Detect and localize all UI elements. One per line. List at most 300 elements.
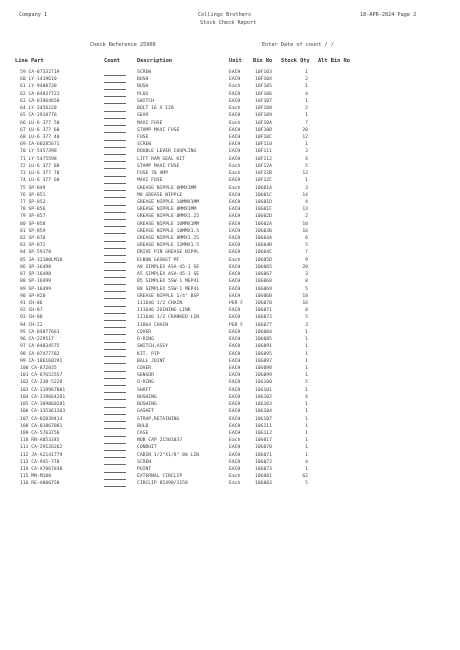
table-row	[0, 148, 460, 155]
line-part-cell: 115 MN-M100	[20, 474, 52, 480]
table-row	[0, 401, 460, 408]
bin-no-cell: 10G097	[255, 358, 272, 364]
line-part-cell: 110 RN-A053345	[20, 438, 60, 444]
stock-qty-cell: 1	[305, 70, 308, 75]
stock-qty-cell: 1	[305, 416, 308, 422]
line-part-cell: 82 SP-870	[20, 236, 46, 242]
stock-qty-cell: 1	[305, 467, 308, 473]
line-part-cell: 101 CA-87652557	[20, 373, 63, 379]
count-entry-field[interactable]	[104, 242, 126, 249]
count-entry-field[interactable]	[104, 293, 126, 300]
table-row	[0, 480, 460, 487]
description-cell: BULB	[137, 423, 149, 429]
table-row	[0, 466, 460, 473]
stock-qty-cell: 14	[302, 192, 308, 198]
count-entry-field[interactable]	[104, 343, 126, 350]
stock-qty-cell: 1	[305, 98, 308, 104]
table-row	[0, 314, 460, 321]
stock-qty-cell: 4	[305, 156, 308, 162]
bin-no-cell: 10G083	[255, 481, 272, 487]
line-part-cell: 96 CA-229517	[20, 337, 54, 343]
count-entry-field[interactable]	[104, 423, 126, 430]
bin-no-cell: 10G01D	[255, 199, 272, 205]
line-part-cell: 111 CA-29126262	[20, 445, 63, 451]
count-entry-field[interactable]	[104, 76, 126, 83]
description-cell: LIFT RAM SEAL KIT	[137, 156, 185, 162]
description-cell: SENSOR	[137, 373, 154, 379]
col-count: Count	[104, 58, 120, 64]
bin-no-cell: 10G01C	[255, 192, 272, 198]
count-entry-field[interactable]	[104, 264, 126, 271]
stock-qty-cell: 3	[305, 322, 308, 328]
table-row	[0, 177, 460, 184]
stock-qty-cell: 6	[305, 236, 308, 242]
count-entry-field[interactable]	[104, 127, 126, 134]
stock-qty-cell: 7	[305, 120, 308, 126]
line-part-cell: 81 SP-859	[20, 228, 46, 234]
stock-qty-cell: 20	[302, 264, 308, 270]
description-cell: 111646 JOINING LINK	[137, 308, 191, 314]
description-cell: GREASE NIPPLE 10MMX1.5	[137, 228, 200, 234]
stock-qty-cell: 8	[305, 308, 308, 314]
table-row	[0, 379, 460, 386]
table-row	[0, 358, 460, 365]
count-entry-field[interactable]	[104, 322, 126, 329]
line-part-cell: 86 SP-16490	[20, 264, 52, 270]
table-row	[0, 351, 460, 358]
count-entry-field[interactable]	[104, 358, 126, 365]
bin-no-cell: 10G01F	[255, 207, 272, 213]
unit-cell: EACH	[229, 178, 241, 184]
col-stock-qty: Stock Qty	[281, 58, 310, 64]
bin-no-cell: 10F108	[255, 106, 272, 112]
description-cell: STAMP MAXI FUSE	[137, 127, 180, 133]
description-cell: MAXI FUSE	[137, 120, 163, 126]
count-entry-field[interactable]	[104, 134, 126, 141]
count-entry-field[interactable]	[104, 141, 126, 148]
description-cell: SWITCH	[137, 98, 154, 104]
stock-qty-cell: 1	[305, 423, 308, 429]
line-part-cell: 107 CA-82039414	[20, 416, 63, 422]
stock-qty-cell: 4	[305, 91, 308, 97]
description-cell: BUSH	[137, 84, 149, 90]
description-cell: BUSHING	[137, 394, 157, 400]
count-entry-field[interactable]	[104, 192, 126, 199]
table-row	[0, 69, 460, 76]
count-entry-field[interactable]	[104, 98, 126, 105]
unit-cell: EACH	[229, 365, 241, 371]
description-cell: M8 GREASE NIPPLE	[137, 192, 183, 198]
bin-no-cell: 10G071	[255, 452, 272, 458]
table-row	[0, 416, 460, 423]
line-part-cell: 71 LY-5475598	[20, 156, 57, 162]
table-row	[0, 192, 460, 199]
count-entry-field[interactable]	[104, 235, 126, 242]
table-row	[0, 206, 460, 213]
stock-qty-cell: 5	[305, 163, 308, 169]
unit-cell: EACH	[229, 221, 241, 227]
line-part-cell: 94 CH-22	[20, 322, 43, 328]
line-part-cell: 61 LY-9480730	[20, 84, 57, 90]
unit-cell: EACH	[229, 329, 241, 335]
unit-cell: EACH	[229, 358, 241, 364]
description-cell: A5 SIMPLEX ASA-45-1 SE	[137, 272, 200, 278]
unit-cell: EACH	[229, 394, 241, 400]
bin-no-cell: 10F104	[255, 77, 272, 83]
stock-qty-cell: 12	[302, 134, 308, 140]
count-entry-field[interactable]	[104, 91, 126, 98]
description-cell: COVER	[137, 365, 152, 371]
bin-no-cell: 10G103	[255, 402, 272, 408]
description-cell: GREASE NIPPLE 8MMX1MM	[137, 207, 197, 213]
count-entry-field[interactable]	[104, 228, 126, 235]
table-row	[0, 430, 460, 437]
count-entry-field[interactable]	[104, 437, 126, 444]
bin-no-cell: 10G04B	[255, 243, 272, 249]
description-cell: SCREW	[137, 70, 152, 75]
line-part-cell: 92 CH-07	[20, 308, 43, 314]
count-entry-field[interactable]	[104, 177, 126, 184]
description-cell: EXTERNAL CIRCLIP	[137, 474, 183, 480]
count-entry-field[interactable]	[104, 314, 126, 321]
unit-cell: Each	[229, 106, 241, 112]
description-cell: DOUBLE LEVER COUPLING	[137, 149, 197, 155]
bin-no-cell: 10G02A	[255, 221, 272, 227]
description-cell: BUSHING	[137, 402, 157, 408]
count-entry-field[interactable]	[104, 430, 126, 437]
table-row	[0, 423, 460, 430]
description-cell: O-RING	[137, 337, 154, 343]
table-row	[0, 473, 460, 480]
table-row	[0, 343, 460, 350]
bin-no-cell: 10F105	[255, 84, 272, 90]
table-row	[0, 322, 460, 329]
bin-no-cell: 10G070	[255, 445, 272, 451]
description-cell: GREASE NIPPLE 8MMX1.25	[137, 236, 200, 242]
count-entry-field[interactable]	[104, 365, 126, 372]
unit-cell: PER F	[229, 301, 244, 306]
table-row	[0, 437, 460, 444]
count-entry-field[interactable]	[104, 416, 126, 423]
unit-cell: EACH	[229, 452, 241, 458]
line-part-cell: 105 CA-309860281	[20, 402, 66, 408]
date-page: 18-APR-2024 Page 2	[360, 12, 417, 18]
count-entry-field[interactable]	[104, 307, 126, 314]
line-part-cell: 103 CA-319967801	[20, 387, 66, 393]
count-entry-field[interactable]	[104, 206, 126, 213]
count-entry-field[interactable]	[104, 379, 126, 386]
bin-no-cell: 10G072	[255, 315, 272, 321]
description-cell: 111646 1/2 CRANKED LIN	[137, 315, 200, 321]
description-cell: SHAFT	[137, 387, 152, 393]
count-entry-field[interactable]	[104, 156, 126, 163]
count-entry-field[interactable]	[104, 249, 126, 256]
unit-cell: EACH	[229, 430, 241, 436]
unit-cell: EACH	[229, 402, 241, 408]
count-entry-field[interactable]	[104, 69, 126, 76]
bin-no-cell: 10F109	[255, 113, 272, 119]
unit-cell: EACH	[229, 293, 241, 299]
line-part-cell: 87 SP-16498	[20, 272, 52, 278]
stock-qty-cell: 1	[305, 351, 308, 357]
table-row	[0, 105, 460, 112]
count-entry-field[interactable]	[104, 286, 126, 293]
description-cell: MAXI FUSE	[137, 178, 163, 184]
bin-no-cell: 10G02D	[255, 214, 272, 220]
table-row	[0, 199, 460, 206]
stock-qty-cell: 1	[305, 409, 308, 415]
count-entry-field[interactable]	[104, 466, 126, 473]
table-row	[0, 228, 460, 235]
unit-cell: EACH	[229, 192, 241, 198]
line-part-cell: 72 LU-6 377 80	[20, 163, 60, 169]
unit-cell: EACH	[229, 250, 241, 256]
count-entry-field[interactable]	[104, 257, 126, 264]
line-part-cell: 69 CA-60285671	[20, 142, 60, 148]
line-part-cell: 59 CA-87332719	[20, 70, 60, 75]
unit-cell: EACH	[229, 467, 241, 473]
line-part-cell: 89 SP-16499	[20, 286, 52, 292]
count-entry-field[interactable]	[104, 480, 126, 487]
description-cell: GREASE NIPPLE 1/4" BSP	[137, 293, 200, 299]
stock-qty-cell: 4	[305, 459, 308, 465]
table-row	[0, 98, 460, 105]
stock-qty-cell: 12	[302, 171, 308, 177]
count-entry-field[interactable]	[104, 336, 126, 343]
bin-no-cell: 10G081	[255, 474, 272, 480]
stock-qty-cell: 2	[305, 77, 308, 83]
count-entry-field[interactable]	[104, 271, 126, 278]
description-cell: GEAR	[137, 113, 149, 119]
stock-qty-cell: 1	[305, 358, 308, 364]
stock-qty-cell: 16	[302, 228, 308, 234]
count-entry-field[interactable]	[104, 278, 126, 285]
unit-cell: EACH	[229, 380, 241, 386]
bin-no-cell: 10G099	[255, 373, 272, 379]
count-entry-field[interactable]	[104, 83, 126, 90]
count-entry-field[interactable]	[104, 163, 126, 170]
table-row	[0, 408, 460, 415]
bin-no-cell: 10G04C	[255, 250, 272, 256]
stock-qty-cell: 2	[305, 214, 308, 220]
unit-cell: EACH	[229, 264, 241, 270]
table-row	[0, 394, 460, 401]
line-part-cell: 100 CA-872835	[20, 365, 57, 371]
bin-no-cell: 10G067	[255, 272, 272, 278]
unit-cell: EACH	[229, 207, 241, 213]
line-part-cell: 68 LU-6 377 40	[20, 134, 60, 140]
bin-no-cell: 10G102	[255, 394, 272, 400]
description-cell: 11864 CHAIN	[137, 322, 169, 328]
bin-no-cell: 10G098	[255, 365, 272, 371]
count-entry-field[interactable]	[104, 452, 126, 459]
bin-no-cell: 10G069	[255, 286, 272, 292]
line-part-cell: 109 CA-5763756	[20, 430, 60, 436]
col-bin-no: Bin No	[253, 58, 273, 64]
bin-no-cell: 10G04A	[255, 236, 272, 242]
stock-qty-cell: 1	[305, 452, 308, 458]
unit-cell: Each	[229, 163, 241, 169]
unit-cell: EACH	[229, 91, 241, 97]
stock-qty-cell: 20	[302, 127, 308, 133]
unit-cell: EACH	[229, 142, 241, 148]
bin-no-cell: 10F111	[255, 149, 272, 155]
bin-no-cell: 10G01A	[255, 185, 272, 191]
description-cell: 111646 1/2 CHAIN	[137, 301, 183, 306]
stock-qty-cell: 1	[305, 337, 308, 343]
stock-table	[0, 69, 460, 488]
line-part-cell: 60 LY-1419610	[20, 77, 57, 83]
table-row	[0, 336, 460, 343]
unit-cell: Each	[229, 171, 241, 177]
description-cell: BUSH	[137, 77, 149, 83]
description-cell: ELBOW GASKET MF	[137, 257, 180, 263]
unit-cell: Each	[229, 120, 241, 126]
table-row	[0, 257, 460, 264]
count-entry-field[interactable]	[104, 120, 126, 127]
count-entry-field[interactable]	[104, 185, 126, 192]
line-part-cell: 75 SP-849	[20, 185, 46, 191]
count-entry-field[interactable]	[104, 329, 126, 336]
stock-qty-cell: 1	[305, 142, 308, 148]
stock-qty-cell: 13	[302, 207, 308, 213]
count-entry-field[interactable]	[104, 473, 126, 480]
unit-cell: EACH	[229, 127, 241, 133]
bin-no-cell: 10G06B	[255, 293, 272, 299]
bin-no-cell: 10G068	[255, 279, 272, 285]
bin-no-cell: 10G100	[255, 380, 272, 386]
check-reference: Check Reference 25900	[90, 42, 156, 48]
table-row	[0, 91, 460, 98]
unit-cell: Each	[229, 257, 241, 263]
description-cell: NUB CAP 21501037	[137, 438, 183, 444]
stock-qty-cell: 1	[305, 344, 308, 350]
description-cell: O-RING	[137, 380, 154, 386]
stock-qty-cell: 3	[305, 149, 308, 155]
description-cell: DRIVE PIN GREASE NIPPL	[137, 250, 200, 256]
count-entry-field[interactable]	[104, 170, 126, 177]
count-entry-field[interactable]	[104, 408, 126, 415]
count-entry-field[interactable]	[104, 387, 126, 394]
stock-qty-cell: 1	[305, 329, 308, 335]
unit-cell: EACH	[229, 236, 241, 242]
stock-qty-cell: 1	[305, 113, 308, 119]
stock-qty-cell: 4	[305, 394, 308, 400]
description-cell: CASE	[137, 430, 149, 436]
count-entry-field[interactable]	[104, 351, 126, 358]
count-entry-field[interactable]	[104, 221, 126, 228]
line-part-cell: 95 CA-84077661	[20, 329, 60, 335]
unit-cell: EACH	[229, 337, 241, 343]
stock-qty-cell: 2	[305, 106, 308, 112]
unit-cell: EACH	[229, 351, 241, 357]
count-entry-field[interactable]	[104, 300, 126, 307]
description-cell: GASKET	[137, 409, 154, 415]
count-entry-field[interactable]	[104, 112, 126, 119]
unit-cell: EACH	[229, 156, 241, 162]
unit-cell: EACH	[229, 149, 241, 155]
stock-qty-cell: 1	[305, 365, 308, 371]
line-part-cell: 84 SP-59178	[20, 250, 52, 256]
table-row	[0, 459, 460, 466]
description-cell: STAMP MAXI FUSE	[137, 163, 180, 169]
description-cell: CONDUIT	[137, 445, 157, 451]
stock-qty-cell: 9	[305, 257, 308, 263]
table-row	[0, 278, 460, 285]
description-cell: B8 SIMPLEX 5SW-1 MEP41	[137, 286, 200, 292]
count-entry-field[interactable]	[104, 199, 126, 206]
stock-qty-cell: 8	[305, 279, 308, 285]
line-part-cell: 62 CA-84837721	[20, 91, 60, 97]
count-entry-field[interactable]	[104, 213, 126, 220]
stock-qty-cell: 3	[305, 272, 308, 278]
table-row	[0, 221, 460, 228]
description-cell: SCREW	[137, 142, 152, 148]
line-part-cell: 77 SP-852	[20, 199, 46, 205]
unit-cell: EACH	[229, 113, 241, 119]
unit-cell: EACH	[229, 373, 241, 379]
line-part-cell: 64 LY-3456220	[20, 106, 57, 112]
organisation-name: Collings Brothers	[198, 12, 252, 18]
bin-no-cell: 10F103	[255, 70, 272, 75]
line-part-cell: 112 JA-A2141779	[20, 452, 63, 458]
table-row	[0, 271, 460, 278]
line-part-cell: 104 CA-319664281	[20, 394, 66, 400]
description-cell: GREASE NIPPLE 12MMX1.5	[137, 243, 200, 249]
stock-qty-cell: 1	[305, 387, 308, 393]
description-cell: KIT, PIP	[137, 351, 160, 357]
report-title: Stock Check Report	[200, 20, 257, 26]
count-entry-field[interactable]	[104, 444, 126, 451]
count-entry-field[interactable]	[104, 105, 126, 112]
col-line-part: Line Part	[15, 58, 44, 64]
table-row	[0, 293, 460, 300]
line-part-cell: 85 JA-32180LM18	[20, 257, 63, 263]
description-cell: CABIN 1/2"X1/8" 08 LIN	[137, 452, 200, 458]
count-entry-field[interactable]	[104, 372, 126, 379]
table-row	[0, 76, 460, 83]
stock-qty-cell: 5	[305, 286, 308, 292]
bin-no-cell: 10F12A	[255, 163, 272, 169]
count-entry-field[interactable]	[104, 459, 126, 466]
line-part-cell: 74 LU-6 377 60	[20, 178, 60, 184]
unit-cell: EACH	[229, 416, 241, 422]
unit-cell: Each	[229, 438, 241, 444]
unit-cell: Each	[229, 481, 241, 487]
unit-cell: EACH	[229, 423, 241, 429]
line-part-cell: 97 CA-84034575	[20, 344, 60, 350]
bin-no-cell: 10G077	[255, 322, 272, 328]
col-alt-bin-no: Alt Bin No	[318, 58, 350, 64]
description-cell: GREASE NIPPLE 10MMX1MM	[137, 199, 200, 205]
table-row	[0, 365, 460, 372]
bin-no-cell: 10G107	[255, 416, 272, 422]
table-row	[0, 156, 460, 163]
count-entry-field[interactable]	[104, 394, 126, 401]
line-part-cell: 108 CA-81867081	[20, 423, 63, 429]
unit-cell: Each	[229, 84, 241, 90]
line-part-cell: 116 RE-A006758	[20, 481, 60, 487]
count-entry-field[interactable]	[104, 148, 126, 155]
bin-no-cell: 10G017	[255, 438, 272, 444]
count-entry-field[interactable]	[104, 401, 126, 408]
line-part-cell: 65 CA-2918776	[20, 113, 57, 119]
unit-cell: EACH	[229, 344, 241, 350]
table-row	[0, 372, 460, 379]
table-row	[0, 387, 460, 394]
bin-no-cell: 10G084	[255, 329, 272, 335]
stock-qty-cell: 1	[305, 402, 308, 408]
